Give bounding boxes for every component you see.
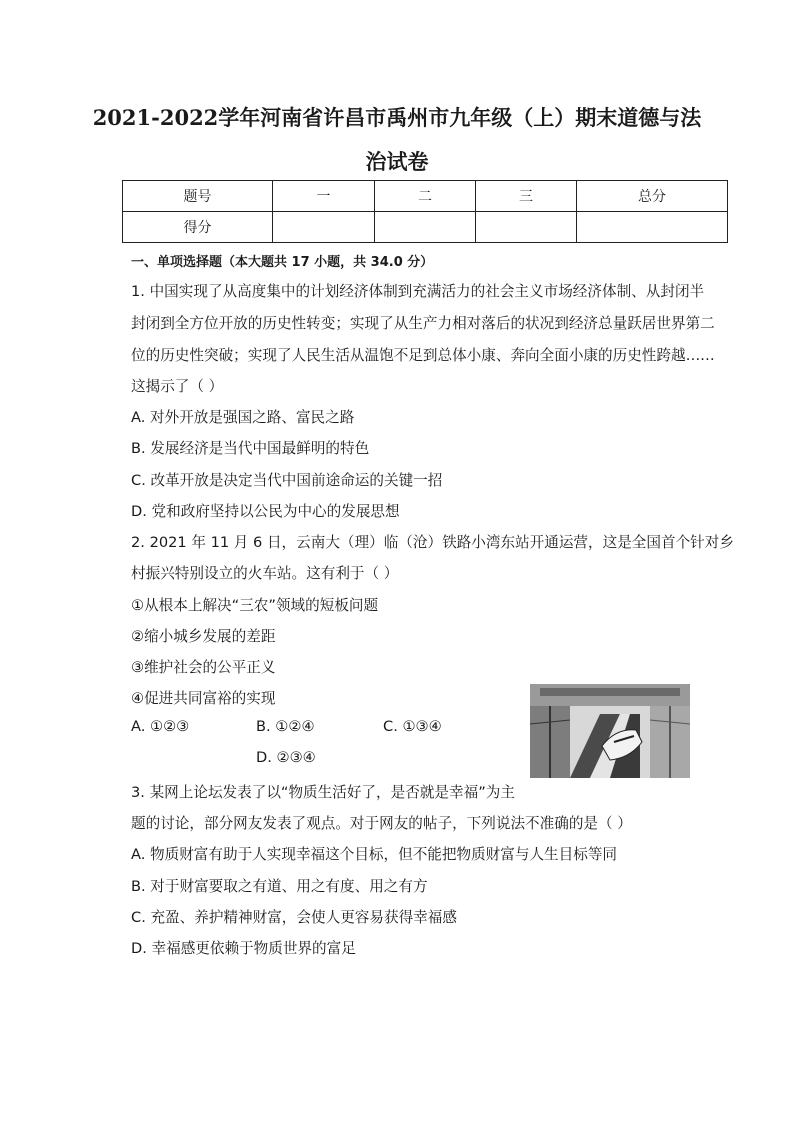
q2-option-a: A. ①②③ bbox=[131, 718, 190, 735]
score-cell[interactable] bbox=[375, 212, 476, 243]
q1-option-d: D. 党和政府坚持以公民为中心的发展思想 bbox=[131, 503, 400, 520]
q2-statement-1: ①从根本上解决“三农”领域的短板问题 bbox=[131, 597, 379, 614]
q2-option-d: D. ②③④ bbox=[256, 749, 316, 766]
score-table-score-row bbox=[123, 212, 728, 243]
header-cell: 总分 bbox=[577, 181, 728, 212]
paper-title bbox=[60, 96, 734, 184]
q2-stem-line: 村振兴特别设立的火车站。这有利于（ ） bbox=[131, 565, 399, 582]
header-cell: 三 bbox=[476, 181, 577, 212]
q3-option-d: D. 幸福感更依赖于物质世界的富足 bbox=[131, 940, 356, 957]
q3-stem-line: 题的讨论，部分网友发表了观点。对于网友的帖子，下列说法不准确的是（ ） bbox=[131, 815, 632, 832]
score-table-header-row bbox=[123, 181, 728, 212]
score-table bbox=[122, 180, 728, 243]
q2-statement-4: ④促进共同富裕的实现 bbox=[131, 690, 276, 707]
title-line-1: 2021-2022学年河南省许昌市禹州市九年级（上）期末道德与法 bbox=[92, 105, 702, 130]
train-photo-drawing bbox=[530, 684, 690, 778]
q3-option-b: B. 对于财富要取之有道、用之有度、用之有方 bbox=[131, 878, 428, 895]
q3-option-c: C. 充盈、养护精神财富，会使人更容易获得幸福感 bbox=[131, 909, 457, 926]
header-cell: 题号 bbox=[123, 181, 273, 212]
q2-option-c: C. ①③④ bbox=[383, 718, 442, 735]
q1-option-a: A. 对外开放是强国之路、富民之路 bbox=[131, 409, 355, 426]
row-label-cell: 得分 bbox=[123, 212, 273, 243]
train-station-photo bbox=[530, 684, 690, 778]
score-cell[interactable] bbox=[273, 212, 375, 243]
q2-stem-line: 2. 2021 年 11 月 6 日，云南大（理）临（沧）铁路小湾东站开通运营，这是全国首个针对乡 bbox=[131, 534, 734, 551]
q1-option-c: C. 改革开放是决定当代中国前途命运的关键一招 bbox=[131, 472, 443, 489]
q2-statement-3: ③维护社会的公平正义 bbox=[131, 659, 276, 676]
q1-stem-line: 位的历史性突破；实现了人民生活从温饱不足到总体小康、奔向全面小康的历史性跨越…… bbox=[131, 347, 715, 364]
score-cell[interactable] bbox=[577, 212, 728, 243]
q1-option-b: B. 发展经济是当代中国最鲜明的特色 bbox=[131, 440, 370, 457]
header-cell: 一 bbox=[273, 181, 375, 212]
q2-statement-2: ②缩小城乡发展的差距 bbox=[131, 628, 276, 645]
q1-stem-line: 这揭示了（ ） bbox=[131, 378, 224, 395]
title-line-2: 治试卷 bbox=[365, 149, 429, 174]
q1-stem-line: 1. 中国实现了从高度集中的计划经济体制到充满活力的社会主义市场经济体制、从封闭半 bbox=[131, 283, 705, 300]
q3-option-a: A. 物质财富有助于人实现幸福这个目标，但不能把物质财富与人生目标等同 bbox=[131, 846, 618, 863]
section-heading: 一、单项选择题（本大题共 17 小题，共 34.0 分） bbox=[131, 255, 434, 270]
header-cell: 二 bbox=[375, 181, 476, 212]
score-cell[interactable] bbox=[476, 212, 577, 243]
q2-option-b: B. ①②④ bbox=[256, 718, 315, 735]
q3-stem-line: 3. 某网上论坛发表了以“物质生活好了，是否就是幸福”为主 bbox=[131, 784, 515, 801]
q1-stem-line: 封闭到全方位开放的历史性转变；实现了从生产力相对落后的状况到经济总量跃居世界第二 bbox=[131, 315, 715, 332]
